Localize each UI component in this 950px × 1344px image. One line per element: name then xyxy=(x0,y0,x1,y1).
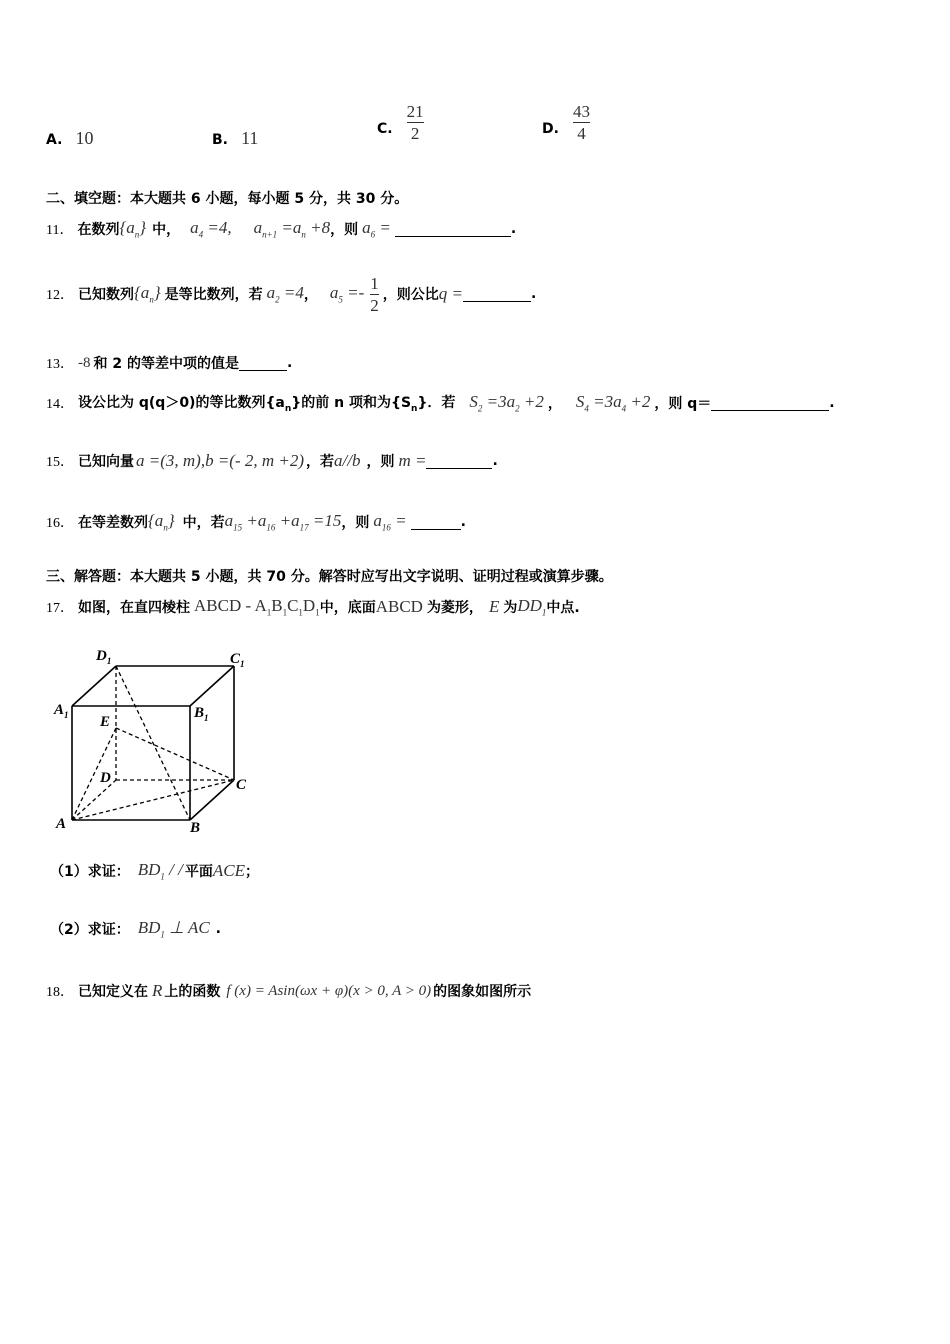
q15-text-2: ，若 xyxy=(306,454,335,470)
question-12 xyxy=(46,268,536,320)
q17-part-1-end: ； xyxy=(244,864,259,880)
q11-number: 11． xyxy=(46,223,74,238)
q11-text-1: 在数列 xyxy=(77,222,120,238)
q14-answer-blank[interactable] xyxy=(711,396,829,411)
q15-number: 15． xyxy=(46,455,74,470)
option-a-label: A. xyxy=(46,132,63,148)
section3-heading: 三、解答题：本大题共 5 小题，共 70 分。解答时应写出文字说明、证明过程或演算步骤。 xyxy=(46,569,613,585)
q13-end: . xyxy=(287,355,293,371)
label-c: C xyxy=(236,777,247,793)
option-d-numerator: 43 xyxy=(572,102,590,121)
option-c[interactable] xyxy=(377,102,424,143)
q12-text-2: 是等比数列，若 xyxy=(164,287,263,303)
option-c-numerator: 21 xyxy=(406,102,424,121)
label-c1: $C_1$ xyxy=(230,651,245,669)
q11-cond-1: $a_4 =4$, xyxy=(190,218,232,240)
q12-fraction-den: 2 xyxy=(370,295,379,315)
q12-end: . xyxy=(530,286,537,302)
q12-number: 12． xyxy=(46,288,74,303)
q18-function: f (x) = Asin(ωx + φ)(x > 0, A > 0) xyxy=(226,982,432,999)
q12-fraction-num: 1 xyxy=(370,273,379,293)
q14-text-1: 设公比为 q(q＞0)的等比数列$\{a_n\}$的前 n 项和为$\{S_n\}$．若 xyxy=(78,395,456,414)
q14-eq-2: $S_4 =3a_4 +2$ xyxy=(575,392,651,414)
q17-text-5: 中点. xyxy=(546,600,580,616)
q17-point-e: E xyxy=(488,597,500,616)
q17-part-1 xyxy=(50,856,259,886)
question-14 xyxy=(46,388,835,418)
q13-answer-blank[interactable] xyxy=(239,356,287,371)
q17-part-1-plane: ACE xyxy=(212,861,245,880)
q17-part-2-label: （2）求证： xyxy=(50,922,130,938)
question-13 xyxy=(46,352,292,374)
question-17 xyxy=(46,592,580,622)
q11-end: . xyxy=(510,221,517,237)
q11-text-3: ，则 xyxy=(330,222,359,238)
q15-end: . xyxy=(492,453,498,469)
q16-number: 16． xyxy=(46,516,74,531)
q17-number: 17． xyxy=(46,601,74,616)
q14-text-2: ， xyxy=(547,396,562,412)
q12-text-4: ，则公比 xyxy=(382,287,439,303)
q11-ask: $a_6$ = xyxy=(362,218,391,240)
q12-text-1: 已知数列 xyxy=(78,287,134,303)
q12-answer-blank[interactable] xyxy=(463,287,531,302)
option-c-fraction xyxy=(407,102,424,143)
label-d: D xyxy=(100,770,111,786)
q18-text-2: 上的函数 xyxy=(164,984,221,1000)
q17-part-2-end: . xyxy=(215,921,221,937)
q18-number: 18． xyxy=(46,985,74,1000)
question-11 xyxy=(46,214,516,244)
option-d-fraction xyxy=(573,102,590,143)
q16-text-2: 中，若 xyxy=(182,515,225,531)
q14-text-3: ，则 q＝ xyxy=(654,396,712,412)
q15-vectors: a =(3, m),b =(- 2, m +2) xyxy=(136,451,305,470)
q11-cond-2: $a_{n+1} =a_n +8$ xyxy=(253,218,331,240)
q12-text-3: ， xyxy=(303,287,318,303)
option-c-denominator: 2 xyxy=(410,124,420,143)
label-a1: $A_1$ xyxy=(54,702,69,720)
q14-number: 14． xyxy=(46,397,74,412)
question-15 xyxy=(46,446,498,476)
q17-dd1: $DD_1$ xyxy=(517,596,547,618)
q13-text: 和 2 的等差中项的值是 xyxy=(93,356,239,372)
q16-equation: $a_{15} +a_{16} +a_{17} =15$ xyxy=(224,511,342,533)
q14-eq-1: $S_2 =3a_2 +2$ xyxy=(469,392,544,414)
option-a-value: 10 xyxy=(75,128,94,148)
option-a[interactable] xyxy=(46,128,94,149)
q17-text-3: 为菱形， xyxy=(426,600,483,616)
q15-ask: m = xyxy=(398,451,427,470)
q18-r: R xyxy=(152,981,163,1000)
q17-part-1-text: 平面 xyxy=(184,864,213,880)
option-b[interactable] xyxy=(212,128,258,149)
q15-parallel: a//b xyxy=(334,451,361,470)
q18-text-1: 已知定义在 xyxy=(78,984,148,1000)
q17-part-1-label: （1）求证： xyxy=(50,864,130,880)
q12-ask: q = xyxy=(438,284,463,303)
q12-cond-1: $a_2 =4$ xyxy=(266,283,304,305)
q17-part-2-expr: $BD_1$ ⊥ AC xyxy=(137,918,210,940)
option-d-label: D. xyxy=(542,120,559,137)
question-16 xyxy=(46,506,466,538)
label-b1: $B_1$ xyxy=(194,705,209,723)
q13-value: -8 xyxy=(78,354,91,371)
option-c-label: C. xyxy=(377,120,393,137)
q12-seq: $\{a_n\}$ xyxy=(134,283,161,305)
question-18 xyxy=(46,976,531,1006)
label-b: B xyxy=(190,820,201,836)
q11-seq: $\{a_n\}$ xyxy=(119,218,147,240)
q17-prism: ABCD - $A_1B_1C_1D_1$ xyxy=(194,596,320,618)
q16-ask: $a_{16}$ = xyxy=(373,511,407,533)
option-b-value: 11 xyxy=(241,128,259,148)
q12-fraction xyxy=(370,274,379,315)
option-b-label: B. xyxy=(212,132,228,148)
q11-text-2: 中， xyxy=(152,222,181,238)
label-e: E xyxy=(100,714,111,730)
q14-end: . xyxy=(829,395,835,411)
q16-text-3: ，则 xyxy=(341,515,370,531)
q17-text-1: 如图，在直四棱柱 xyxy=(78,600,190,616)
q12-cond-2: $a_5$ =- xyxy=(329,283,365,305)
option-d[interactable] xyxy=(542,102,590,143)
label-d1: $D_1$ xyxy=(96,648,112,666)
q17-base: ABCD xyxy=(375,597,423,616)
prism-figure xyxy=(50,646,260,842)
section2-heading: 二、填空题：本大题共 6 小题，每小题 5 分，共 30 分。 xyxy=(46,191,409,207)
q16-seq: $\{a_n\}$ xyxy=(148,511,175,533)
q17-part-2 xyxy=(50,914,221,944)
q16-text-1: 在等差数列 xyxy=(78,515,148,531)
q15-text-3: ，则 xyxy=(366,454,395,470)
q17-part-1-expr: $BD_1$ / / xyxy=(137,860,183,882)
q17-text-4: 为 xyxy=(503,600,518,616)
q17-text-2: 中，底面 xyxy=(319,600,376,616)
q15-text-1: 已知向量 xyxy=(78,454,134,470)
q16-answer-blank[interactable] xyxy=(411,515,461,530)
q15-answer-blank[interactable] xyxy=(426,454,492,469)
q16-end: . xyxy=(460,514,466,530)
q11-answer-blank[interactable] xyxy=(395,222,511,237)
label-a: A xyxy=(56,816,67,832)
q13-number: 13． xyxy=(46,357,74,372)
q18-text-3: 的图象如图所示 xyxy=(433,984,532,1000)
option-d-denominator: 4 xyxy=(577,124,586,143)
